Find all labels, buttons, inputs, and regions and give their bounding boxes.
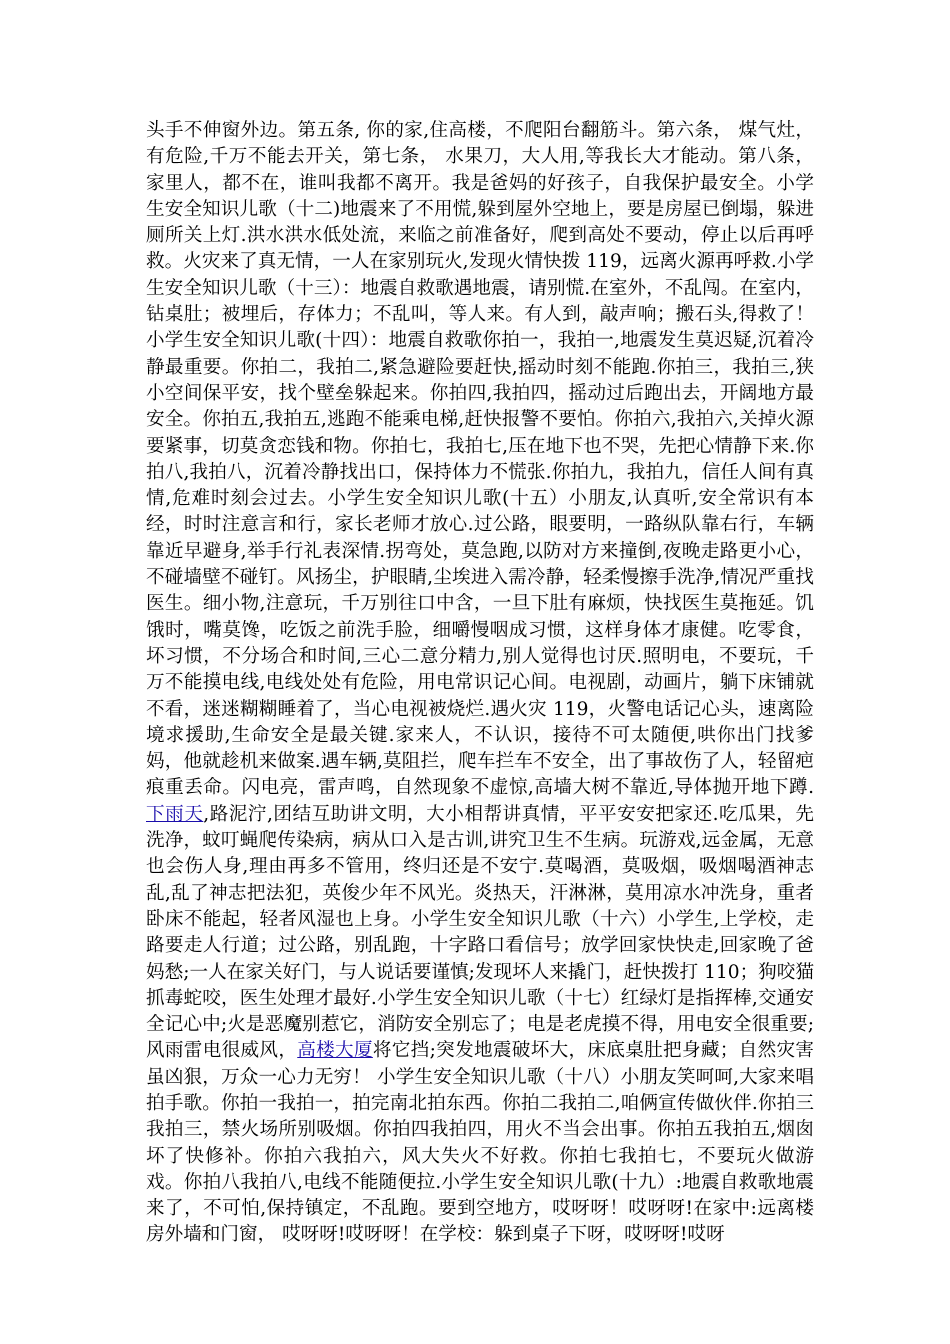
link-high-buildings[interactable]: 高楼大厦 (297, 1040, 373, 1062)
body-text-1: 头手不伸窗外边。第五条, 你的家,住高楼，不爬阳台翻筋斗。第六条， 煤气灶，有危险,千万不能去开关，第七条， 水果刀，大人用,等我长大才能动。第八条， 家里人，都不在，谁叫我都不离开。我是爸妈的好孩子，自我保护最安全。小学生安全知识儿歌（十二)地震来了不用慌,躲到屋外空地上，要是房屋已倒塌，躲进厕所关上灯.洪水洪水低处流，来临之前准备好，爬到高处不要动，停止以后再呼救。火灾来了真无情，一人在家别玩火,发现火情快拨 119，远离火源再呼救.小学生安全知识儿歌（十三）：地震自救歌遇地震，请别慌.在室外，不乱闯。在室内，钻桌肚；被埋后，存体力；不乱叫，等人来。有人到，敲声响；搬石头,得救了！ 小学生安全知识儿歌(十四）：地震自救歌你拍一，我拍一,地震发生莫迟疑,沉着冷静最重要。你拍二，我拍二,紧急避险要赶快,摇动时刻不能跑.你拍三，我拍三,狭小空间保平安，找个壁垒躲起来。你拍四,我拍四，摇动过后跑出去，开阔地方最安全。你拍五,我拍五,逃跑不能乘电梯,赶快报警不要怕。你拍六,我拍六,关掉火源要紧事，切莫贪恋钱和物。你拍七，我拍七,压在地下也不哭，先把心情静下来.你拍八,我拍八，沉着冷静找出口，保持体力不慌张.你拍九，我拍九，信任人间有真情,危难时刻会过去。小学生安全知识儿歌(十五）小朋友,认真听,安全常识有本经，时时注意言和行，家长老师才放心.过公路，眼要明，一路纵队靠右行，车辆靠近早避身,举手行礼表深情.拐弯处，莫急跑,以防对方来撞倒,夜晚走路更小心，不碰墙壁不碰钉。风扬尘，护眼睛,尘埃进入需冷静，轻柔慢擦手洗净,情况严重找医生。细小物,注意玩，千万别往口中含，一旦下肚有麻烦，快找医生莫拖延。饥饿时，嘴莫馋，吃饭之前洗手脸，细嚼慢咽成习惯，这样身体才康健。吃零食，坏习惯，不分场合和时间,三心二意分精力,别人觉得也讨厌.照明电，不要玩，千万不能摸电线,电线处处有危险，用电常识记心间。电视剧，动画片，躺下床铺就不看，迷迷糊糊睡着了，当心电视被烧烂.遇火灾 119，火警电话记心头，速离险境求援助,生命安全是最关键.家来人，不认识，接待不可太随便,哄你出门找爹妈，他就趁机来做案.遇车辆,莫阻拦，爬车拦车不安全，出了事故伤了人，轻留疤痕重丢命。闪电亮，雷声鸣，自然现象不虚惊,高墙大树不靠近,导体抛开地下蹲. (146, 120, 814, 799)
body-text-2: ,路泥泞,团结互助讲文明，大小相帮讲真情，平平安安把家还.吃瓜果，先洗净，蚊叮蝇爬传染病，病从口入是古训,讲究卫生不生病。玩游戏,远金属，无意也会伤人身,理由再多不管用，终归还是不安宁.莫喝酒，莫吸烟，吸烟喝酒神志乱,乱了神志把法犯，英俊少年不风光。炎热天，汗淋淋，莫用凉水冲洗身，重者卧床不能起，轻者风湿也上身。小学生安全知识儿歌（十六）小学生,上学校，走路要走人行道；过公路，别乱跑，十字路口看信号；放学回家快快走,回家晚了爸妈愁;一人在家关好门，与人说话要谨慎;发现坏人来撬门，赶快拨打 110；狗咬猫抓毒蛇咬，医生处理才最好.小学生安全知识儿歌（十七）红绿灯是指挥棒,交通安全记心中;火是恶魔别惹它，消防安全别忘了；电是老虎摸不得，用电安全很重要;风雨雷电很威风， (146, 803, 814, 1062)
body-text-3: 将它挡;突发地震破坏大，床底桌肚把身藏；自然灾害虽凶狠，万众一心力无穷！ 小学生安全知识儿歌（十八）小朋友笑呵呵,大家来唱拍手歌。你拍一我拍一，拍完南北拍东西。你拍二我拍二,咱俩宣传做伙伴.你拍三我拍三，禁火场所别吸烟。你拍四我拍四，用火不当会出事。你拍五我拍五,烟囱坏了快修补。你拍六我拍六，风大失火不好救。你拍七我拍七，不要玩火做游戏。你拍八我拍八,电线不能随便拉.小学生安全知识儿歌(十九）:地震自救歌地震来了，不可怕,保持镇定，不乱跑。要到空地方，哎呀呀！哎呀呀!在家中:远离楼房外墙和门窗， 哎呀呀!哎呀呀！在学校：躲到桌子下呀，哎呀呀!哎呀 (146, 1040, 814, 1246)
document-body (146, 118, 814, 1249)
link-rainy-day[interactable]: 下雨天 (146, 803, 204, 825)
